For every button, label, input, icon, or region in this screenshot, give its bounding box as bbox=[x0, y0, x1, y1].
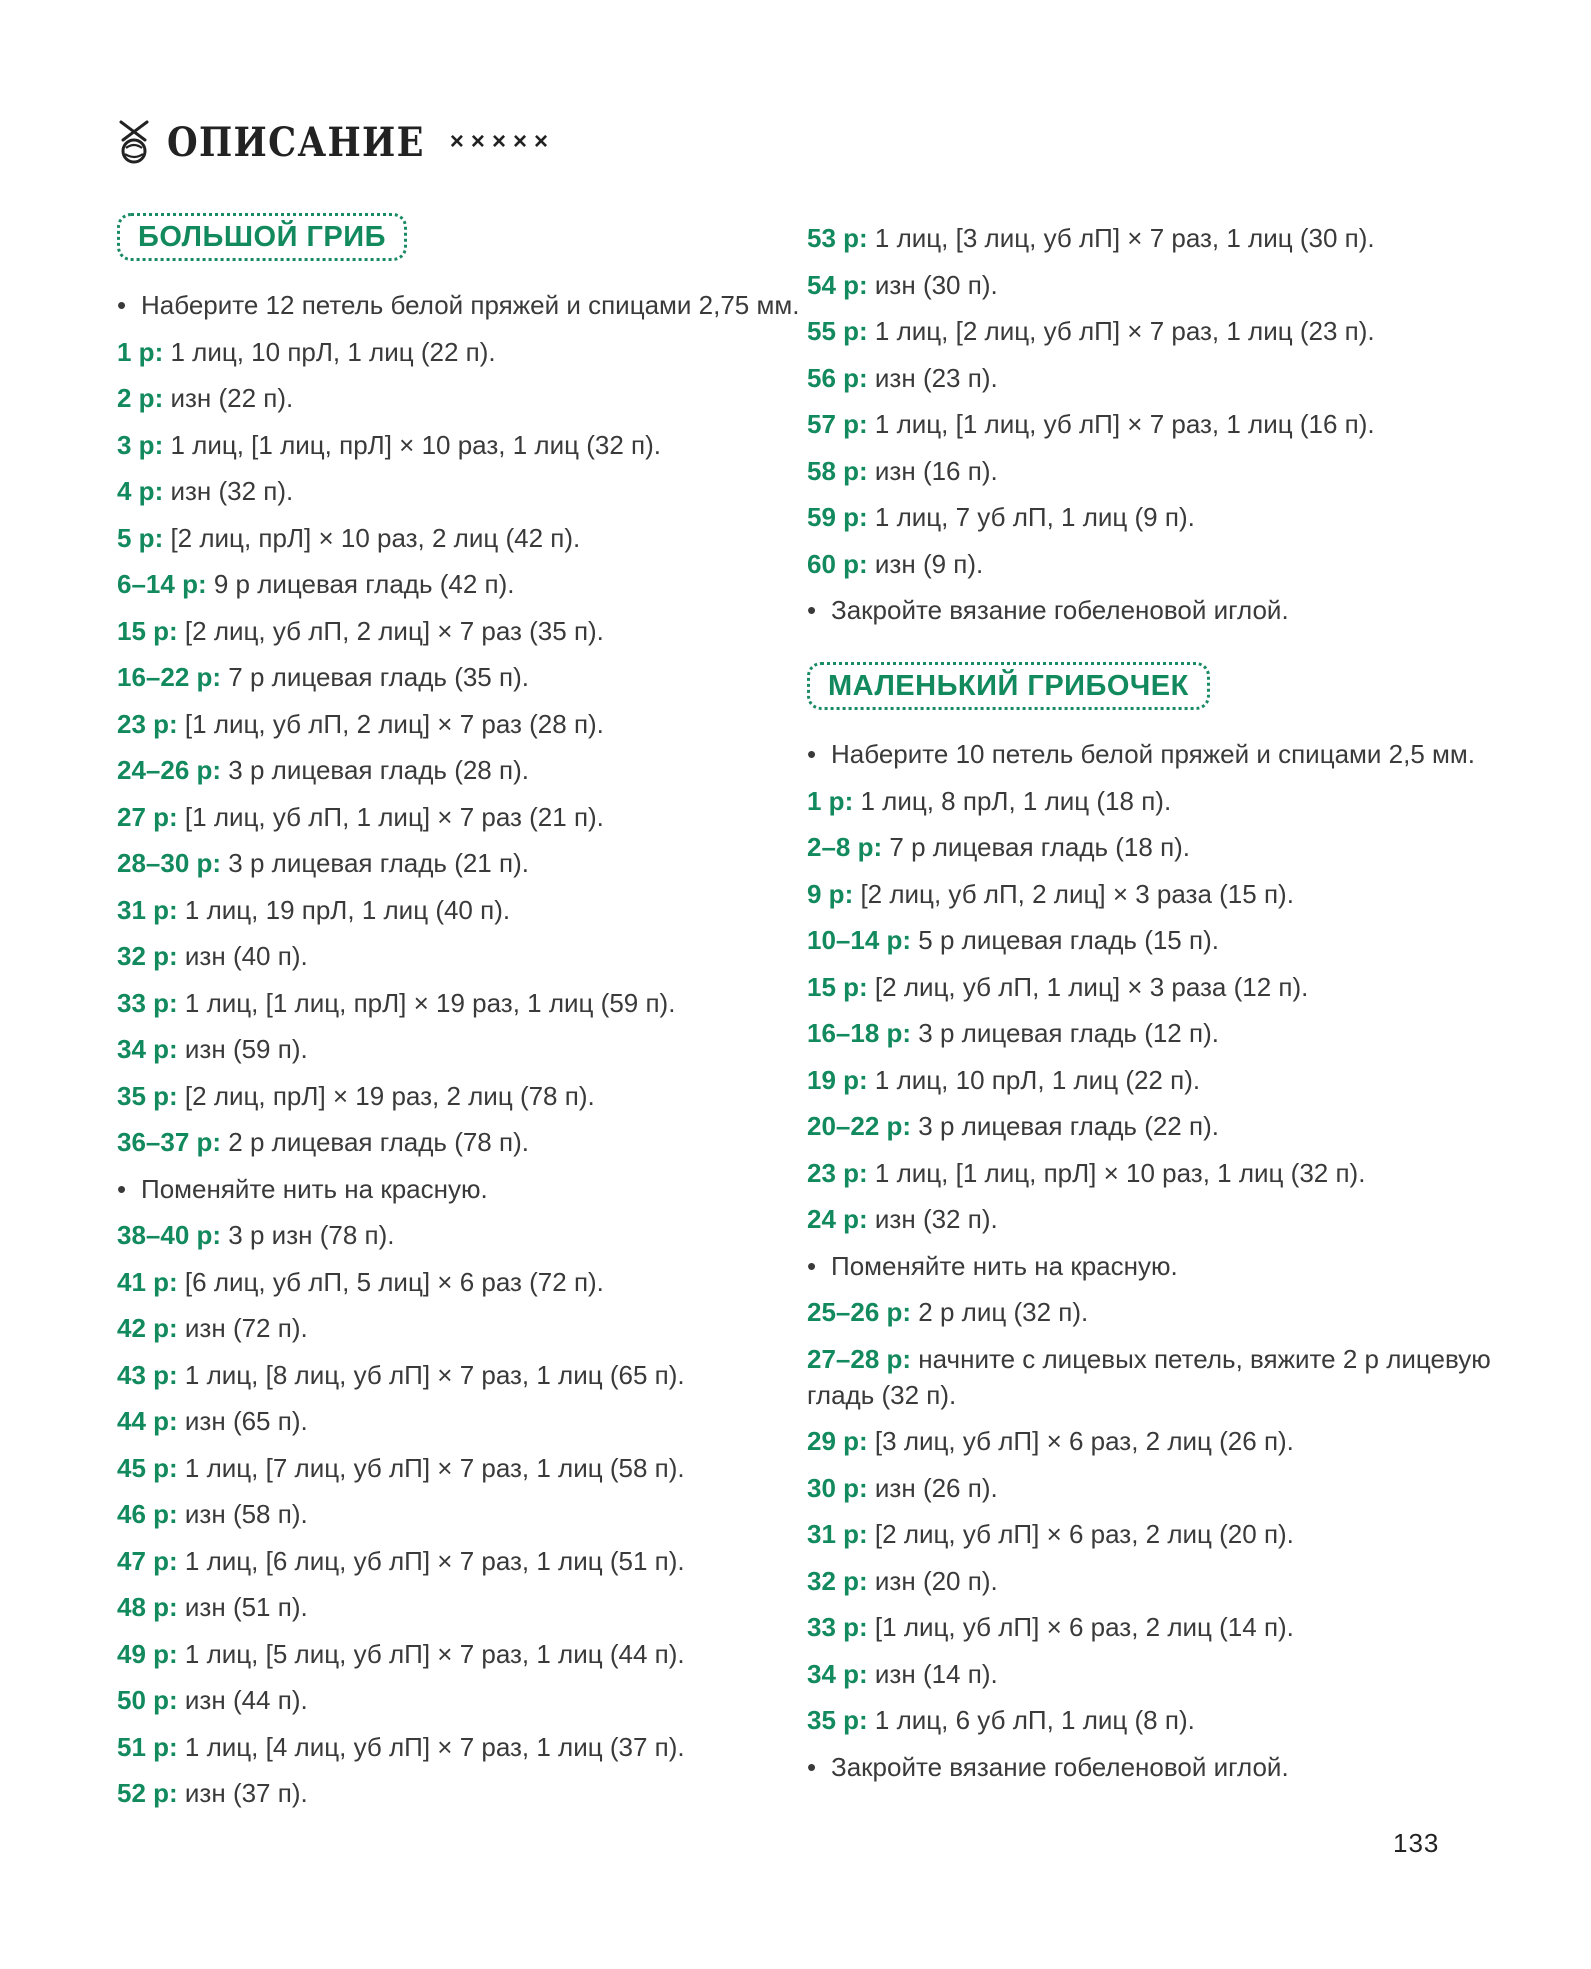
instruction-list-big-mushroom bbox=[117, 287, 817, 1811]
bullet-dot: • bbox=[807, 595, 817, 625]
row-instruction bbox=[807, 1609, 1507, 1645]
row-instruction bbox=[117, 473, 817, 509]
row-instruction bbox=[117, 566, 817, 602]
row-instruction bbox=[807, 1015, 1507, 1051]
section-heading-small-mushroom: МАЛЕНЬКИЙ ГРИБОЧЕК bbox=[807, 662, 1210, 710]
instruction-text: [1 лиц, уб лП] × 6 раз, 2 лиц (14 п). bbox=[867, 1612, 1294, 1642]
row-label: 35 р: bbox=[807, 1705, 868, 1735]
row-instruction bbox=[117, 1450, 817, 1486]
row-instruction bbox=[117, 1496, 817, 1532]
row-label: 25–26 р: bbox=[807, 1297, 912, 1327]
row-label: 30 р: bbox=[807, 1472, 868, 1503]
row-instruction bbox=[117, 1403, 817, 1439]
row-label: 27–28 р: bbox=[807, 1343, 912, 1374]
instruction-text: 1 лиц, [2 лиц, уб лП] × 7 раз, 1 лиц (23 п). bbox=[867, 316, 1375, 346]
row-instruction bbox=[807, 220, 1507, 256]
decorative-crosses: ××××× bbox=[449, 128, 555, 155]
row-instruction bbox=[117, 1543, 817, 1579]
instruction-text: [1 лиц, уб лП, 1 лиц] × 7 раз (21 п). bbox=[177, 801, 604, 832]
row-label: 3 р: bbox=[117, 429, 164, 460]
row-instruction bbox=[807, 1656, 1507, 1692]
row-label: 33 р: bbox=[807, 1612, 868, 1642]
row-instruction bbox=[807, 1563, 1507, 1599]
row-instruction bbox=[807, 546, 1507, 582]
bullet-dot: • bbox=[117, 1173, 127, 1204]
row-instruction bbox=[117, 985, 817, 1021]
instruction-text: 1 лиц, 7 уб лП, 1 лиц (9 п). bbox=[867, 502, 1195, 532]
row-instruction bbox=[117, 659, 817, 695]
bullet-instruction bbox=[807, 592, 1507, 628]
right-column bbox=[807, 220, 1507, 1795]
row-instruction bbox=[807, 922, 1507, 958]
row-label: 53 р: bbox=[807, 223, 868, 253]
instruction-text: изн (32 п). bbox=[163, 476, 294, 506]
instruction-text: Поменяйте нить на красную. bbox=[831, 1250, 1178, 1281]
instruction-text: [2 лиц, уб лП, 1 лиц] × 3 раза (12 п). bbox=[867, 971, 1309, 1002]
row-label: 60 р: bbox=[807, 548, 868, 579]
instruction-text: 7 р лицевая гладь (35 п). bbox=[221, 662, 529, 692]
row-label: 34 р: bbox=[807, 1658, 868, 1689]
row-label: 15 р: bbox=[117, 615, 178, 646]
row-instruction bbox=[807, 1341, 1507, 1413]
row-label: 29 р: bbox=[807, 1426, 868, 1456]
instruction-text: 1 лиц, 6 уб лП, 1 лиц (8 п). bbox=[867, 1705, 1195, 1735]
bullet-instruction bbox=[807, 736, 1507, 772]
row-instruction bbox=[807, 453, 1507, 489]
instruction-text: изн (14 п). bbox=[867, 1658, 998, 1689]
row-instruction bbox=[117, 1589, 817, 1625]
row-label: 59 р: bbox=[807, 502, 868, 532]
instruction-text: 3 р лицевая гладь (22 п). bbox=[911, 1111, 1219, 1141]
page-header bbox=[115, 118, 555, 166]
row-instruction bbox=[807, 1702, 1507, 1738]
row-label: 20–22 р: bbox=[807, 1111, 912, 1141]
row-instruction bbox=[807, 829, 1507, 865]
row-instruction bbox=[117, 1124, 817, 1160]
instruction-text: 7 р лицевая гладь (18 п). bbox=[882, 832, 1191, 862]
instruction-text: 3 р лицевая гладь (28 п). bbox=[221, 755, 529, 785]
instruction-text: 5 р лицевая гладь (15 п). bbox=[911, 925, 1219, 955]
instruction-text: 2 р лиц (32 п). bbox=[911, 1297, 1089, 1327]
row-instruction bbox=[117, 613, 817, 649]
instruction-text: 1 лиц, 8 прЛ, 1 лиц (18 п). bbox=[853, 785, 1172, 816]
row-instruction bbox=[807, 1155, 1507, 1191]
instruction-text: изн (37 п). bbox=[177, 1778, 308, 1808]
row-label: 5 р: bbox=[117, 522, 164, 553]
bullet-dot: • bbox=[807, 1250, 817, 1281]
row-instruction bbox=[117, 1310, 817, 1346]
row-label: 52 р: bbox=[117, 1778, 178, 1808]
row-label: 56 р: bbox=[807, 362, 868, 393]
row-instruction bbox=[807, 1423, 1507, 1459]
row-label: 28–30 р: bbox=[117, 848, 222, 878]
instruction-text: [3 лиц, уб лП] × 6 раз, 2 лиц (26 п). bbox=[867, 1426, 1294, 1456]
instruction-text: изн (16 п). bbox=[867, 455, 998, 486]
instruction-text: 1 лиц, 10 прЛ, 1 лиц (22 п). bbox=[163, 336, 496, 367]
instruction-text: изн (51 п). bbox=[177, 1592, 308, 1622]
instruction-text: изн (59 п). bbox=[177, 1034, 308, 1064]
row-label: 38–40 р: bbox=[117, 1220, 222, 1250]
row-label: 24 р: bbox=[807, 1204, 868, 1234]
instruction-text: 1 лиц, [4 лиц, уб лП] × 7 раз, 1 лиц (37 п). bbox=[177, 1731, 685, 1762]
row-instruction bbox=[117, 1636, 817, 1672]
instruction-text: изн (22 п). bbox=[163, 383, 294, 413]
row-label: 54 р: bbox=[807, 269, 868, 300]
instruction-text: 1 лиц, [1 лиц, прЛ] × 19 раз, 1 лиц (59 п). bbox=[177, 987, 676, 1018]
row-instruction bbox=[117, 799, 817, 835]
row-label: 32 р: bbox=[807, 1565, 868, 1596]
row-instruction bbox=[807, 783, 1507, 819]
instruction-text: 3 р лицевая гладь (12 п). bbox=[911, 1018, 1219, 1048]
row-instruction bbox=[117, 1357, 817, 1393]
row-label: 51 р: bbox=[117, 1731, 178, 1762]
left-column bbox=[117, 213, 817, 1822]
row-instruction bbox=[807, 969, 1507, 1005]
instruction-text: изн (30 п). bbox=[867, 269, 998, 300]
row-label: 57 р: bbox=[807, 409, 868, 439]
row-instruction bbox=[807, 499, 1507, 535]
row-label: 44 р: bbox=[117, 1406, 178, 1436]
section-small-mushroom bbox=[807, 662, 1507, 1785]
row-label: 9 р: bbox=[807, 878, 854, 909]
row-instruction bbox=[117, 1729, 817, 1765]
row-label: 1 р: bbox=[117, 336, 164, 367]
row-label: 10–14 р: bbox=[807, 925, 912, 955]
instruction-text: 1 лиц, [8 лиц, уб лП] × 7 раз, 1 лиц (65 п). bbox=[177, 1359, 685, 1390]
row-label: 24–26 р: bbox=[117, 755, 222, 785]
instruction-text: изн (65 п). bbox=[177, 1406, 308, 1436]
row-label: 31 р: bbox=[807, 1519, 868, 1549]
instruction-text: изн (9 п). bbox=[867, 548, 984, 579]
row-label: 2 р: bbox=[117, 383, 164, 413]
row-label: 34 р: bbox=[117, 1034, 178, 1064]
row-instruction bbox=[807, 313, 1507, 349]
row-label: 2–8 р: bbox=[807, 832, 883, 862]
bullet-dot: • bbox=[807, 1751, 817, 1782]
row-label: 49 р: bbox=[117, 1638, 178, 1669]
row-label: 6–14 р: bbox=[117, 569, 207, 599]
row-label: 45 р: bbox=[117, 1452, 178, 1483]
row-instruction bbox=[117, 892, 817, 928]
row-label: 47 р: bbox=[117, 1545, 178, 1576]
row-label: 19 р: bbox=[807, 1064, 868, 1095]
yarn-ball-icon bbox=[115, 118, 153, 166]
instruction-text: Наберите 10 петель белой пряжей и спицами 2,5 мм. bbox=[831, 739, 1476, 769]
row-label: 1 р: bbox=[807, 785, 854, 816]
instruction-text: 1 лиц, [3 лиц, уб лП] × 7 раз, 1 лиц (30 п). bbox=[867, 223, 1375, 253]
instruction-text: 2 р лицевая гладь (78 п). bbox=[221, 1127, 529, 1157]
row-instruction bbox=[807, 1062, 1507, 1098]
bullet-instruction bbox=[807, 1749, 1507, 1785]
row-instruction bbox=[117, 845, 817, 881]
row-label: 55 р: bbox=[807, 316, 868, 346]
instruction-text: изн (72 п). bbox=[177, 1313, 308, 1343]
instruction-text: Закройте вязание гобеленовой иглой. bbox=[831, 1751, 1289, 1782]
instruction-text: изн (20 п). bbox=[867, 1565, 998, 1596]
row-label: 48 р: bbox=[117, 1592, 178, 1622]
instruction-text: Наберите 12 петель белой пряжей и спицами 2,75 мм. bbox=[141, 290, 800, 320]
bullet-dot: • bbox=[117, 290, 127, 320]
row-instruction bbox=[807, 406, 1507, 442]
row-instruction bbox=[117, 1775, 817, 1811]
row-instruction bbox=[117, 427, 817, 463]
instruction-text: [2 лиц, прЛ] × 19 раз, 2 лиц (78 п). bbox=[177, 1080, 595, 1111]
row-instruction bbox=[117, 380, 817, 416]
bullet-instruction bbox=[117, 287, 817, 323]
row-label: 42 р: bbox=[117, 1313, 178, 1343]
instruction-text: 9 р лицевая гладь (42 п). bbox=[206, 569, 515, 599]
row-label: 58 р: bbox=[807, 455, 868, 486]
instruction-text: [2 лиц, уб лП, 2 лиц] × 3 раза (15 п). bbox=[853, 878, 1294, 909]
row-label: 27 р: bbox=[117, 801, 178, 832]
row-instruction bbox=[117, 1682, 817, 1718]
row-label: 46 р: bbox=[117, 1499, 178, 1529]
instruction-text: 1 лиц, 10 прЛ, 1 лиц (22 п). bbox=[867, 1064, 1201, 1095]
bullet-instruction bbox=[117, 1171, 817, 1207]
row-instruction bbox=[117, 706, 817, 742]
row-label: 33 р: bbox=[117, 987, 178, 1018]
row-label: 23 р: bbox=[117, 708, 178, 739]
instruction-text: 1 лиц, [7 лиц, уб лП] × 7 раз, 1 лиц (58 п). bbox=[177, 1452, 685, 1483]
page-number: 133 bbox=[1393, 1828, 1440, 1858]
instruction-text: изн (32 п). bbox=[867, 1204, 998, 1234]
row-label: 50 р: bbox=[117, 1685, 178, 1715]
row-instruction bbox=[117, 1031, 817, 1067]
row-label: 16–18 р: bbox=[807, 1018, 912, 1048]
row-label: 23 р: bbox=[807, 1157, 868, 1188]
row-label: 15 р: bbox=[807, 971, 868, 1002]
row-instruction bbox=[807, 1516, 1507, 1552]
row-label: 43 р: bbox=[117, 1359, 178, 1390]
row-label: 32 р: bbox=[117, 941, 178, 971]
row-instruction bbox=[807, 360, 1507, 396]
instruction-text: 1 лиц, [5 лиц, уб лП] × 7 раз, 1 лиц (44 п). bbox=[177, 1638, 685, 1669]
row-instruction bbox=[117, 334, 817, 370]
instruction-text: 3 р изн (78 п). bbox=[221, 1220, 395, 1250]
row-instruction bbox=[807, 1470, 1507, 1506]
instruction-text: 1 лиц, 19 прЛ, 1 лиц (40 п). bbox=[177, 894, 511, 925]
row-instruction bbox=[807, 1201, 1507, 1237]
bullet-instruction bbox=[807, 1248, 1507, 1284]
row-label: 4 р: bbox=[117, 476, 164, 506]
page-title: ОПИСАНИЕ bbox=[167, 118, 425, 166]
row-instruction bbox=[117, 520, 817, 556]
instruction-text: начните с лицевых петель, вяжите 2 р лицевую гладь (32 п). bbox=[807, 1343, 1491, 1410]
row-instruction bbox=[807, 876, 1507, 912]
instruction-list-small-mushroom bbox=[807, 736, 1507, 1785]
row-instruction bbox=[117, 752, 817, 788]
row-instruction bbox=[807, 1294, 1507, 1330]
instruction-text: изн (26 п). bbox=[867, 1472, 998, 1503]
row-instruction bbox=[807, 1108, 1507, 1144]
row-instruction bbox=[117, 1078, 817, 1114]
instruction-text: [2 лиц, уб лП, 2 лиц] × 7 раз (35 п). bbox=[177, 615, 604, 646]
instruction-text: изн (44 п). bbox=[177, 1685, 308, 1715]
row-label: 31 р: bbox=[117, 894, 178, 925]
instruction-text: [2 лиц, уб лП] × 6 раз, 2 лиц (20 п). bbox=[867, 1519, 1294, 1549]
instruction-text: 1 лиц, [1 лиц, прЛ] × 10 раз, 1 лиц (32 п). bbox=[867, 1157, 1366, 1188]
row-instruction bbox=[117, 938, 817, 974]
instruction-text: Поменяйте нить на красную. bbox=[141, 1173, 488, 1204]
instruction-text: изн (23 п). bbox=[867, 362, 998, 393]
instruction-text: изн (40 п). bbox=[177, 941, 308, 971]
instruction-text: 1 лиц, [1 лиц, уб лП] × 7 раз, 1 лиц (16 п). bbox=[867, 409, 1375, 439]
instruction-text: Закройте вязание гобеленовой иглой. bbox=[831, 595, 1289, 625]
instruction-text: 3 р лицевая гладь (21 п). bbox=[221, 848, 529, 878]
instruction-text: [6 лиц, уб лП, 5 лиц] × 6 раз (72 п). bbox=[177, 1266, 604, 1297]
instruction-text: [2 лиц, прЛ] × 10 раз, 2 лиц (42 п). bbox=[163, 522, 581, 553]
instruction-text: 1 лиц, [6 лиц, уб лП] × 7 раз, 1 лиц (51 п). bbox=[177, 1545, 685, 1576]
section-heading-big-mushroom: БОЛЬШОЙ ГРИБ bbox=[117, 213, 407, 261]
bullet-dot: • bbox=[807, 739, 817, 769]
row-label: 16–22 р: bbox=[117, 662, 222, 692]
row-instruction bbox=[117, 1264, 817, 1300]
instruction-text: 1 лиц, [1 лиц, прЛ] × 10 раз, 1 лиц (32 п). bbox=[163, 429, 661, 460]
row-label: 35 р: bbox=[117, 1080, 178, 1111]
row-instruction bbox=[117, 1217, 817, 1253]
row-label: 36–37 р: bbox=[117, 1127, 222, 1157]
instruction-list-big-mushroom-continued bbox=[807, 220, 1507, 628]
row-instruction bbox=[807, 267, 1507, 303]
row-label: 41 р: bbox=[117, 1266, 178, 1297]
instruction-text: [1 лиц, уб лП, 2 лиц] × 7 раз (28 п). bbox=[177, 708, 604, 739]
instruction-text: изн (58 п). bbox=[177, 1499, 308, 1529]
